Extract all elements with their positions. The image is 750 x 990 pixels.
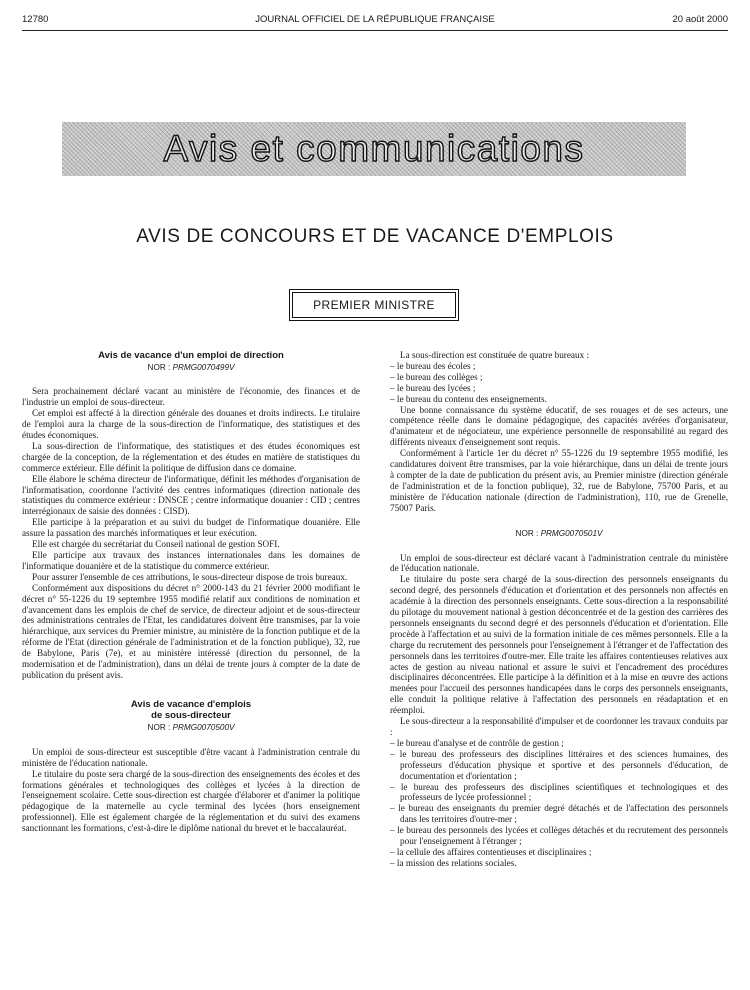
list-item: – le bureau des professeurs des disciplines scientifiques et technologiques et des professeurs de lycée professionnel ; bbox=[390, 782, 728, 804]
right-column bbox=[390, 350, 728, 869]
paragraph: Un emploi de sous-directeur est susceptible d'être vacant à l'administration centrale du ministère de l'éducation nationale. bbox=[22, 746, 360, 768]
section-title: AVIS DE CONCOURS ET DE VACANCE D'EMPLOIS bbox=[136, 226, 614, 247]
section-banner bbox=[62, 122, 686, 176]
list-item: – le bureau des personnels des lycées et collèges détachés et du recrutement des personnels pour l'enseignement à l'étranger ; bbox=[390, 825, 728, 847]
list-item: – la cellule des affaires contentieuses et disciplinaires ; bbox=[390, 847, 728, 858]
list-item: – le bureau des écoles ; bbox=[390, 361, 728, 372]
page-header bbox=[22, 14, 728, 28]
list-item: – le bureau d'analyse et de contrôle de gestion ; bbox=[390, 738, 728, 749]
paragraph: Une bonne connaissance du système éducatif, de ses rouages et de ses acteurs, une compétence réelle dans le domaine pédagogique, des capacités avérées d'organisateur, d'animateur et de négociateur, une expérience personnelle de responsabilité au regard des différents niveaux d'enseignement sont requis. bbox=[390, 404, 728, 448]
nor-reference-2: NOR : PRMG0070500V bbox=[147, 722, 235, 732]
list-item: – la mission des relations sociales. bbox=[390, 858, 728, 869]
issue-date: 20 août 2000 bbox=[672, 14, 728, 25]
paragraph: La sous-direction de l'informatique, des statistiques et des études économiques est chargée de la conception, de la réglementation et des études en matière de statistiques du commerce extérieur. Elle définit la politique de diffusion dans ce domaine. bbox=[22, 440, 360, 473]
paragraph: Conformément à l'article 1er du décret n° 55-1226 du 19 septembre 1955 modifié, les candidatures doivent être transmises, par la voie hiérarchique, dans un délai de trente jours à compter de la date de publication du présent avis, au Premier ministre (direction générale de l'administration et de la fonction publique), 32, rue de Babylone, 75700 Paris, et au ministère de l'éducation nationale (direction de l'administration), 110, rue de Grenelle, 75007 Paris. bbox=[390, 448, 728, 513]
list-item: – le bureau des enseignants du premier degré détachés et de l'affectation des personnels dans les territoires d'outre-mer ; bbox=[390, 803, 728, 825]
nor-code-1: PRMG0070499V bbox=[172, 362, 235, 372]
left-column bbox=[22, 350, 360, 834]
ministry-label: PREMIER MINISTRE bbox=[313, 298, 435, 312]
travaux-list bbox=[390, 738, 728, 869]
bureaux-list bbox=[390, 361, 728, 405]
journal-title: JOURNAL OFFICIEL DE LA RÉPUBLIQUE FRANÇAISE bbox=[255, 14, 495, 25]
paragraph: Le titulaire du poste sera chargé de la sous-direction des personnels enseignants du second degré, des personnels d'éducation et d'orientation et des personnels non affectés en académie à la direction des personnels enseignants. Cette sous-direction a la responsabilité du pilotage du mouvement national à gestion déconcentrée et de la gestion des carrières des personnels enseignants du second degré et des personnels d'éducation et d'orientation. Elle procède à l'affectation et au suivi de la formation initiale de ces mêmes personnels. Elle a la charge du recrutement des personnels pour l'enseignement à l'étranger et de l'affectation des personnels dans les territoires d'outre-mer. Elle traite les affaires contentieuses relatives aux actes de gestion au niveau national et assure le suivi et l'encadrement des procédures disciplinaires déconcentrées. Elle participe à la définition et à la mise en œuvre des actions menées pour l'accueil des personnes handicapées dans le corps des personnels enseignants, elle conduit la politique relative à l'affectation des personnels en réadaptation et en réemploi. bbox=[390, 574, 728, 716]
paragraph: Elle participe aux travaux des instances internationales dans les domaines de l'informatique douanière et de la statistique du commerce extérieur. bbox=[22, 550, 360, 571]
paragraph: Sera prochainement déclaré vacant au ministère de l'économie, des finances et de l'industrie un emploi de sous-directeur. bbox=[22, 386, 360, 408]
banner-title: Avis et communications bbox=[163, 128, 585, 169]
nor-code-2: PRMG0070500V bbox=[172, 722, 235, 732]
nor-reference-1: NOR : PRMG0070499V bbox=[147, 362, 235, 372]
notice-heading-2b: de sous-directeur bbox=[151, 710, 231, 722]
notice-heading-2a: Avis de vacance d'emplois bbox=[130, 698, 252, 710]
list-item: – le bureau des collèges ; bbox=[390, 372, 728, 383]
paragraph: Le sous-directeur a la responsabilité d'impulser et de coordonner les travaux conduits par : bbox=[390, 716, 728, 737]
bureaux-intro: La sous-direction est constituée de quatre bureaux : bbox=[400, 350, 590, 360]
paragraph: Elle élabore le schéma directeur de l'informatique, définit les méthodes d'organisation de l'informatisation, coordonne l'activité des centres informatiques (direction nationale des statistiques du commerce extérieur : DNSCE ; centre informatique douanier : CID ; centres interrégionaux de saisie des données : CISD). bbox=[22, 473, 360, 517]
notice-heading-1: Avis de vacance d'un emploi de direction bbox=[98, 350, 284, 361]
list-item: – le bureau des professeurs des disciplines littéraires et des sciences humaines, des professeurs d'éducation physique et sportive et des personnels d'éducation, de documentation et d'orientation ; bbox=[390, 749, 728, 782]
paragraph: Elle est chargée du secrétariat du Conseil national de gestion SOFI. bbox=[32, 539, 280, 550]
paragraph: Pour assurer l'ensemble de ces attributions, le sous-directeur dispose de trois bureaux. bbox=[32, 571, 348, 582]
list-item: – le bureau des lycées ; bbox=[390, 383, 728, 394]
list-item: – le bureau du contenu des enseignements. bbox=[390, 394, 728, 405]
paragraph: Cet emploi est affecté à la direction générale des douanes et droits indirects. Le titulaire de l'emploi aura la charge de la sous-direction de l'informatique, des statistiques et des études économiques. bbox=[22, 408, 360, 441]
paragraph: Conformément aux dispositions du décret n° 2000-143 du 21 février 2000 modifiant le décret n° 55-1226 du 19 septembre 1955 modifié relatif aux conditions de nomination et d'avancement dans les emplois de chef de service, de directeur adjoint et de sous-directeur des administrations centrales de l'Etat, les candidatures doivent être transmises, par la voie hiérarchique, aux services du Premier ministre, au ministère de la fonction publique et de la réforme de l'Etat (direction générale de l'administration et de la fonction publique), 32, rue de Babylone, Paris (7e), et au ministère intéressé (direction du personnel, de la modernisation et de l'administration), dans un délai de trente jours à compter de la date de publication du présent avis. bbox=[22, 582, 360, 680]
paragraph: Le titulaire du poste sera chargé de la sous-direction des enseignements des écoles et des formations générales et technologiques des collèges et lycées à la direction de l'enseignement scolaire. Cette sous-direction est chargée d'élaborer et d'animer la politique pédagogique de la maternelle au cycle terminal des lycées (hors enseignement professionnel). Elle est également chargée de la réglementation et du suivi des examens sanctionnant les formations, c'est-à-dire le diplôme national du brevet et le baccalauréat. bbox=[22, 768, 360, 834]
paragraph: Un emploi de sous-directeur est déclaré vacant à l'administration centrale du ministère de l'éducation nationale. bbox=[390, 552, 728, 574]
paragraph: Elle participe à la préparation et au suivi du budget de l'informatique douanière. Elle assure la passation des marchés informatiques et leur exécution. bbox=[22, 517, 360, 539]
page-number: 12780 bbox=[22, 14, 49, 25]
nor-code-3: PRMG0070501V bbox=[540, 528, 603, 538]
ministry-box bbox=[292, 292, 456, 318]
nor-reference-3: NOR : PRMG0070501V bbox=[515, 528, 603, 538]
header-rule bbox=[22, 30, 728, 31]
